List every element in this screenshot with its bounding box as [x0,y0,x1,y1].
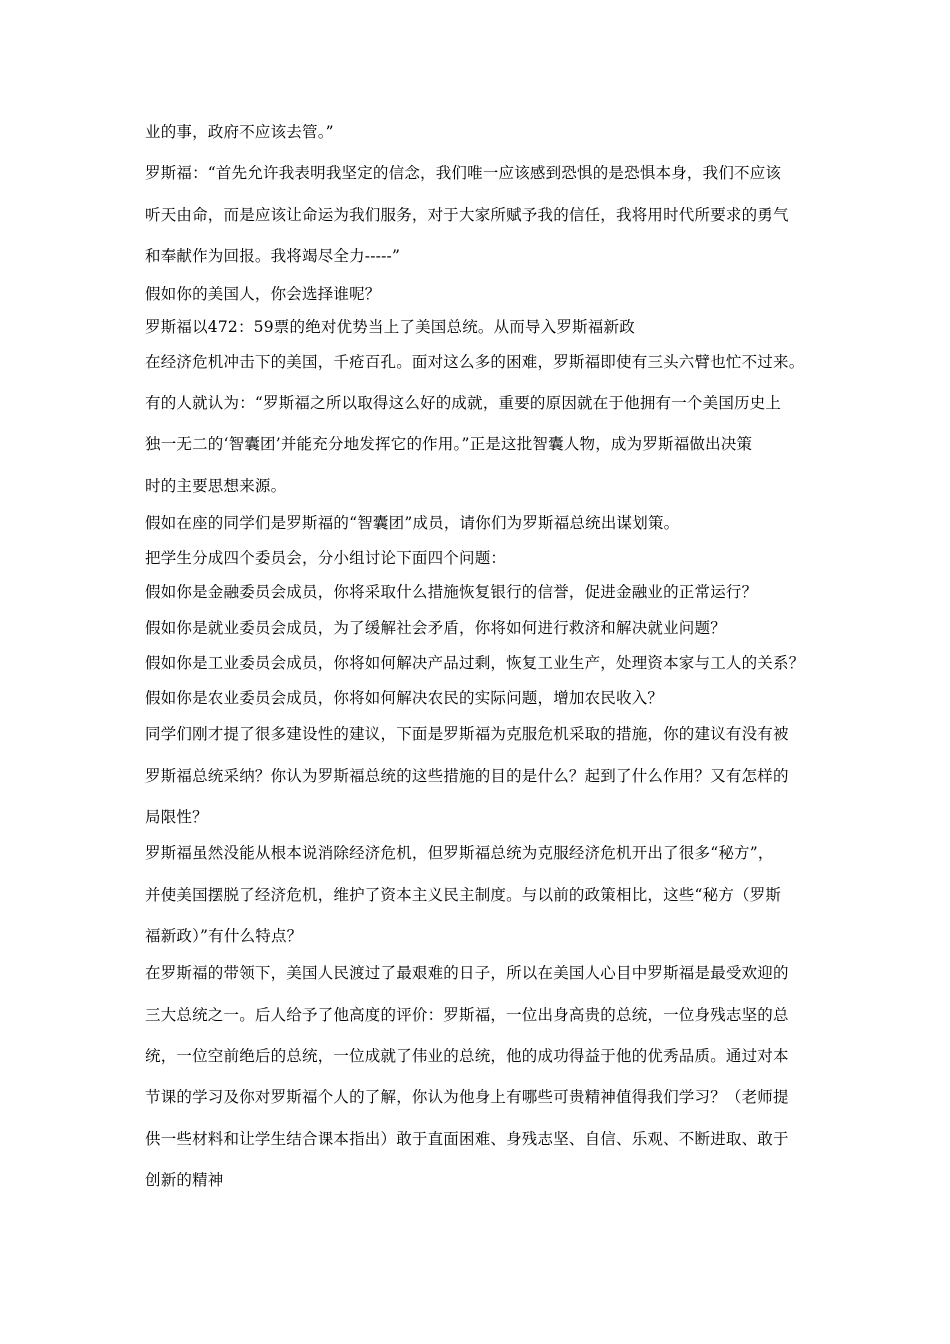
text-line: 供一些材料和让学生结合课本指出）敢于直面困难、身残志坚、自信、乐观、不断进取、敢于 [145,1130,789,1148]
text-line: 独一无二的‘智囊团’并能充分地发挥它的作用。”正是这批智囊人物，成为罗斯福做出决策 [145,435,753,453]
text-line: 在经济危机冲击下的美国，千疮百孔。面对这么多的困难，罗斯福即使有三头六臂也忙不过来。 [145,353,805,371]
text-line: 罗斯福虽然没能从根本说消除经济危机，但罗斯福总统为克服经济危机开出了很多“秘方”， [145,844,774,862]
text-line: 业的事，政府不应该去管。” [145,123,334,141]
text-line: 罗斯福：“首先允许我表明我坚定的信念，我们唯一应该感到恐惧的是恐惧本身，我们不应该 [145,164,782,182]
text-line: 局限性？ [145,808,208,826]
text-line: 把学生分成四个委员会，分小组讨论下面四个问题： [145,549,507,567]
text-line: 有的人就认为：“罗斯福之所以取得这么好的成就，重要的原因就在于他拥有一个美国历史上 [145,394,782,412]
text-line: 统，一位空前绝后的总统，一位成就了伟业的总统，他的成功得益于他的优秀品质。通过对本 [145,1047,789,1065]
text-line: 在罗斯福的带领下，美国人民渡过了最艰难的日子，所以在美国人心目中罗斯福是最受欢迎的 [145,964,789,982]
text-line: 听天由命，而是应该让命运为我们服务，对于大家所赋予我的信任，我将用时代所要求的勇气 [145,206,789,224]
text-line: 并使美国摆脱了经济危机，维护了资本主义民主制度。与以前的政策相比，这些“秘方（罗斯 [145,886,782,904]
text-line: 假如你是工业委员会成员，你将如何解决产品过剩，恢复工业生产，处理资本家与工人的关系？ [145,654,805,672]
text-line: 三大总统之一。后人给予了他高度的评价：罗斯福，一位出身高贵的总统，一位身残志坚的总 [145,1006,789,1024]
text-line: 福新政）”有什么特点？ [145,927,303,945]
text-line: 和奉献作为回报。我将竭尽全力-----” [145,247,401,265]
text-line: 节课的学习及你对罗斯福个人的了解，你认为他身上有哪些可贵精神值得我们学习？（老师提 [145,1088,789,1106]
text-line: 假如你是农业委员会成员，你将如何解决农民的实际问题，增加农民收入？ [145,689,664,707]
text-line: 罗斯福以472：59票的绝对优势当上了美国总统。从而导入罗斯福新政 [145,318,635,336]
text-line: 同学们刚才提了很多建设性的建议，下面是罗斯福为克服危机采取的措施，你的建议有没有被 [145,725,789,743]
text-line: 创新的精神 [145,1171,224,1189]
text-line: 假如你是就业委员会成员，为了缓解社会矛盾，你将如何进行救济和解决就业问题？ [145,619,726,637]
text-line: 假如你的美国人，你会选择谁呢？ [145,285,381,303]
text-line: 时的主要思想来源。 [145,477,287,495]
text-line: 假如在座的同学们是罗斯福的“智囊团”成员，请你们为罗斯福总统出谋划策。 [145,514,680,532]
text-line: 罗斯福总统采纳？你认为罗斯福总统的这些措施的目的是什么？起到了什么作用？又有怎样的 [145,767,789,785]
text-line: 假如你是金融委员会成员，你将采取什么措施恢复银行的信誉，促进金融业的正常运行？ [145,583,758,601]
